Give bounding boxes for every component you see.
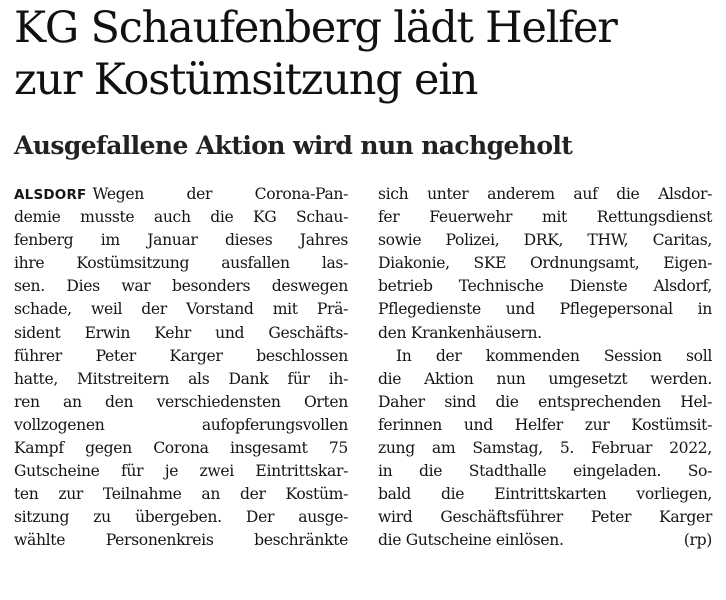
text-line xyxy=(378,529,712,552)
text-line: sich unter anderem auf die Alsdor- xyxy=(378,185,712,203)
text-line: führer Peter Karger beschlossen xyxy=(14,346,348,365)
headline-line: KG Schaufenberg lädt Helfer xyxy=(14,3,617,53)
text-line: den Krankenhäusern. xyxy=(378,323,542,342)
author-tag: (rp) xyxy=(683,531,712,550)
text-line: in die Stadthalle eingeladen. So- xyxy=(378,462,712,481)
text-line: wählte Personenkreis beschränkte xyxy=(14,531,348,550)
dateline: ALSDORF xyxy=(14,187,87,203)
text-line-content: Wegen der Corona-Pan- xyxy=(92,185,348,203)
text-line: Diakonie, SKE Ordnungsamt, Eigen- xyxy=(378,254,712,273)
text-line: sident Erwin Kehr und Geschäfts- xyxy=(14,323,348,342)
text-line: hatte, Mitstreitern als Dank für ih- xyxy=(14,369,348,388)
text-line: fenberg im Januar dieses Jahres xyxy=(14,231,348,250)
text-line: fer Feuerwehr mit Rettungsdienst xyxy=(378,208,712,227)
subheadline: Ausgefallene Aktion wird nun nachgeholt xyxy=(14,131,573,160)
article-column-left xyxy=(14,183,348,553)
text-line: sowie Polizei, DRK, THW, Caritas, xyxy=(378,231,712,250)
text-line: ferinnen und Helfer zur Kostümsit- xyxy=(378,415,712,434)
text-line xyxy=(14,183,348,206)
text-line: wird Geschäftsführer Peter Karger xyxy=(378,508,712,527)
text-line: demie musste auch die KG Schau- xyxy=(14,208,348,227)
text-line-content: die Gutscheine einlösen. xyxy=(378,531,564,550)
text-line: bald die Eintrittskarten vorliegen, xyxy=(378,485,712,504)
text-line: Gutscheine für je zwei Eintrittskar- xyxy=(14,462,348,481)
text-line: vollzogenen aufopferungsvollen xyxy=(14,415,348,434)
headline xyxy=(14,2,714,106)
text-line: ren an den verschiedensten Orten xyxy=(14,392,348,411)
headline-line: zur Kostümsitzung ein xyxy=(14,55,478,105)
text-line: betrieb Technische Dienste Alsdorf, xyxy=(378,277,712,296)
text-line: sen. Dies war besonders deswegen xyxy=(14,277,348,296)
text-line: schade, weil der Vorstand mit Prä- xyxy=(14,300,348,319)
text-line: zung am Samstag, 5. Februar 2022, xyxy=(378,439,712,458)
text-line: ihre Kostümsitzung ausfallen las- xyxy=(14,254,348,273)
article-column-right xyxy=(378,183,712,553)
text-line: die Aktion nun umgesetzt werden. xyxy=(378,369,712,388)
text-line: sitzung zu übergeben. Der ausge- xyxy=(14,508,348,527)
text-line: Daher sind die entsprechenden Hel- xyxy=(378,392,712,411)
text-line: In der kommenden Session soll xyxy=(396,346,712,365)
text-line: Kampf gegen Corona insgesamt 75 xyxy=(14,439,348,458)
text-line: Pflegedienste und Pflegepersonal in xyxy=(378,300,712,319)
text-line: ten zur Teilnahme an der Kostüm- xyxy=(14,485,348,504)
